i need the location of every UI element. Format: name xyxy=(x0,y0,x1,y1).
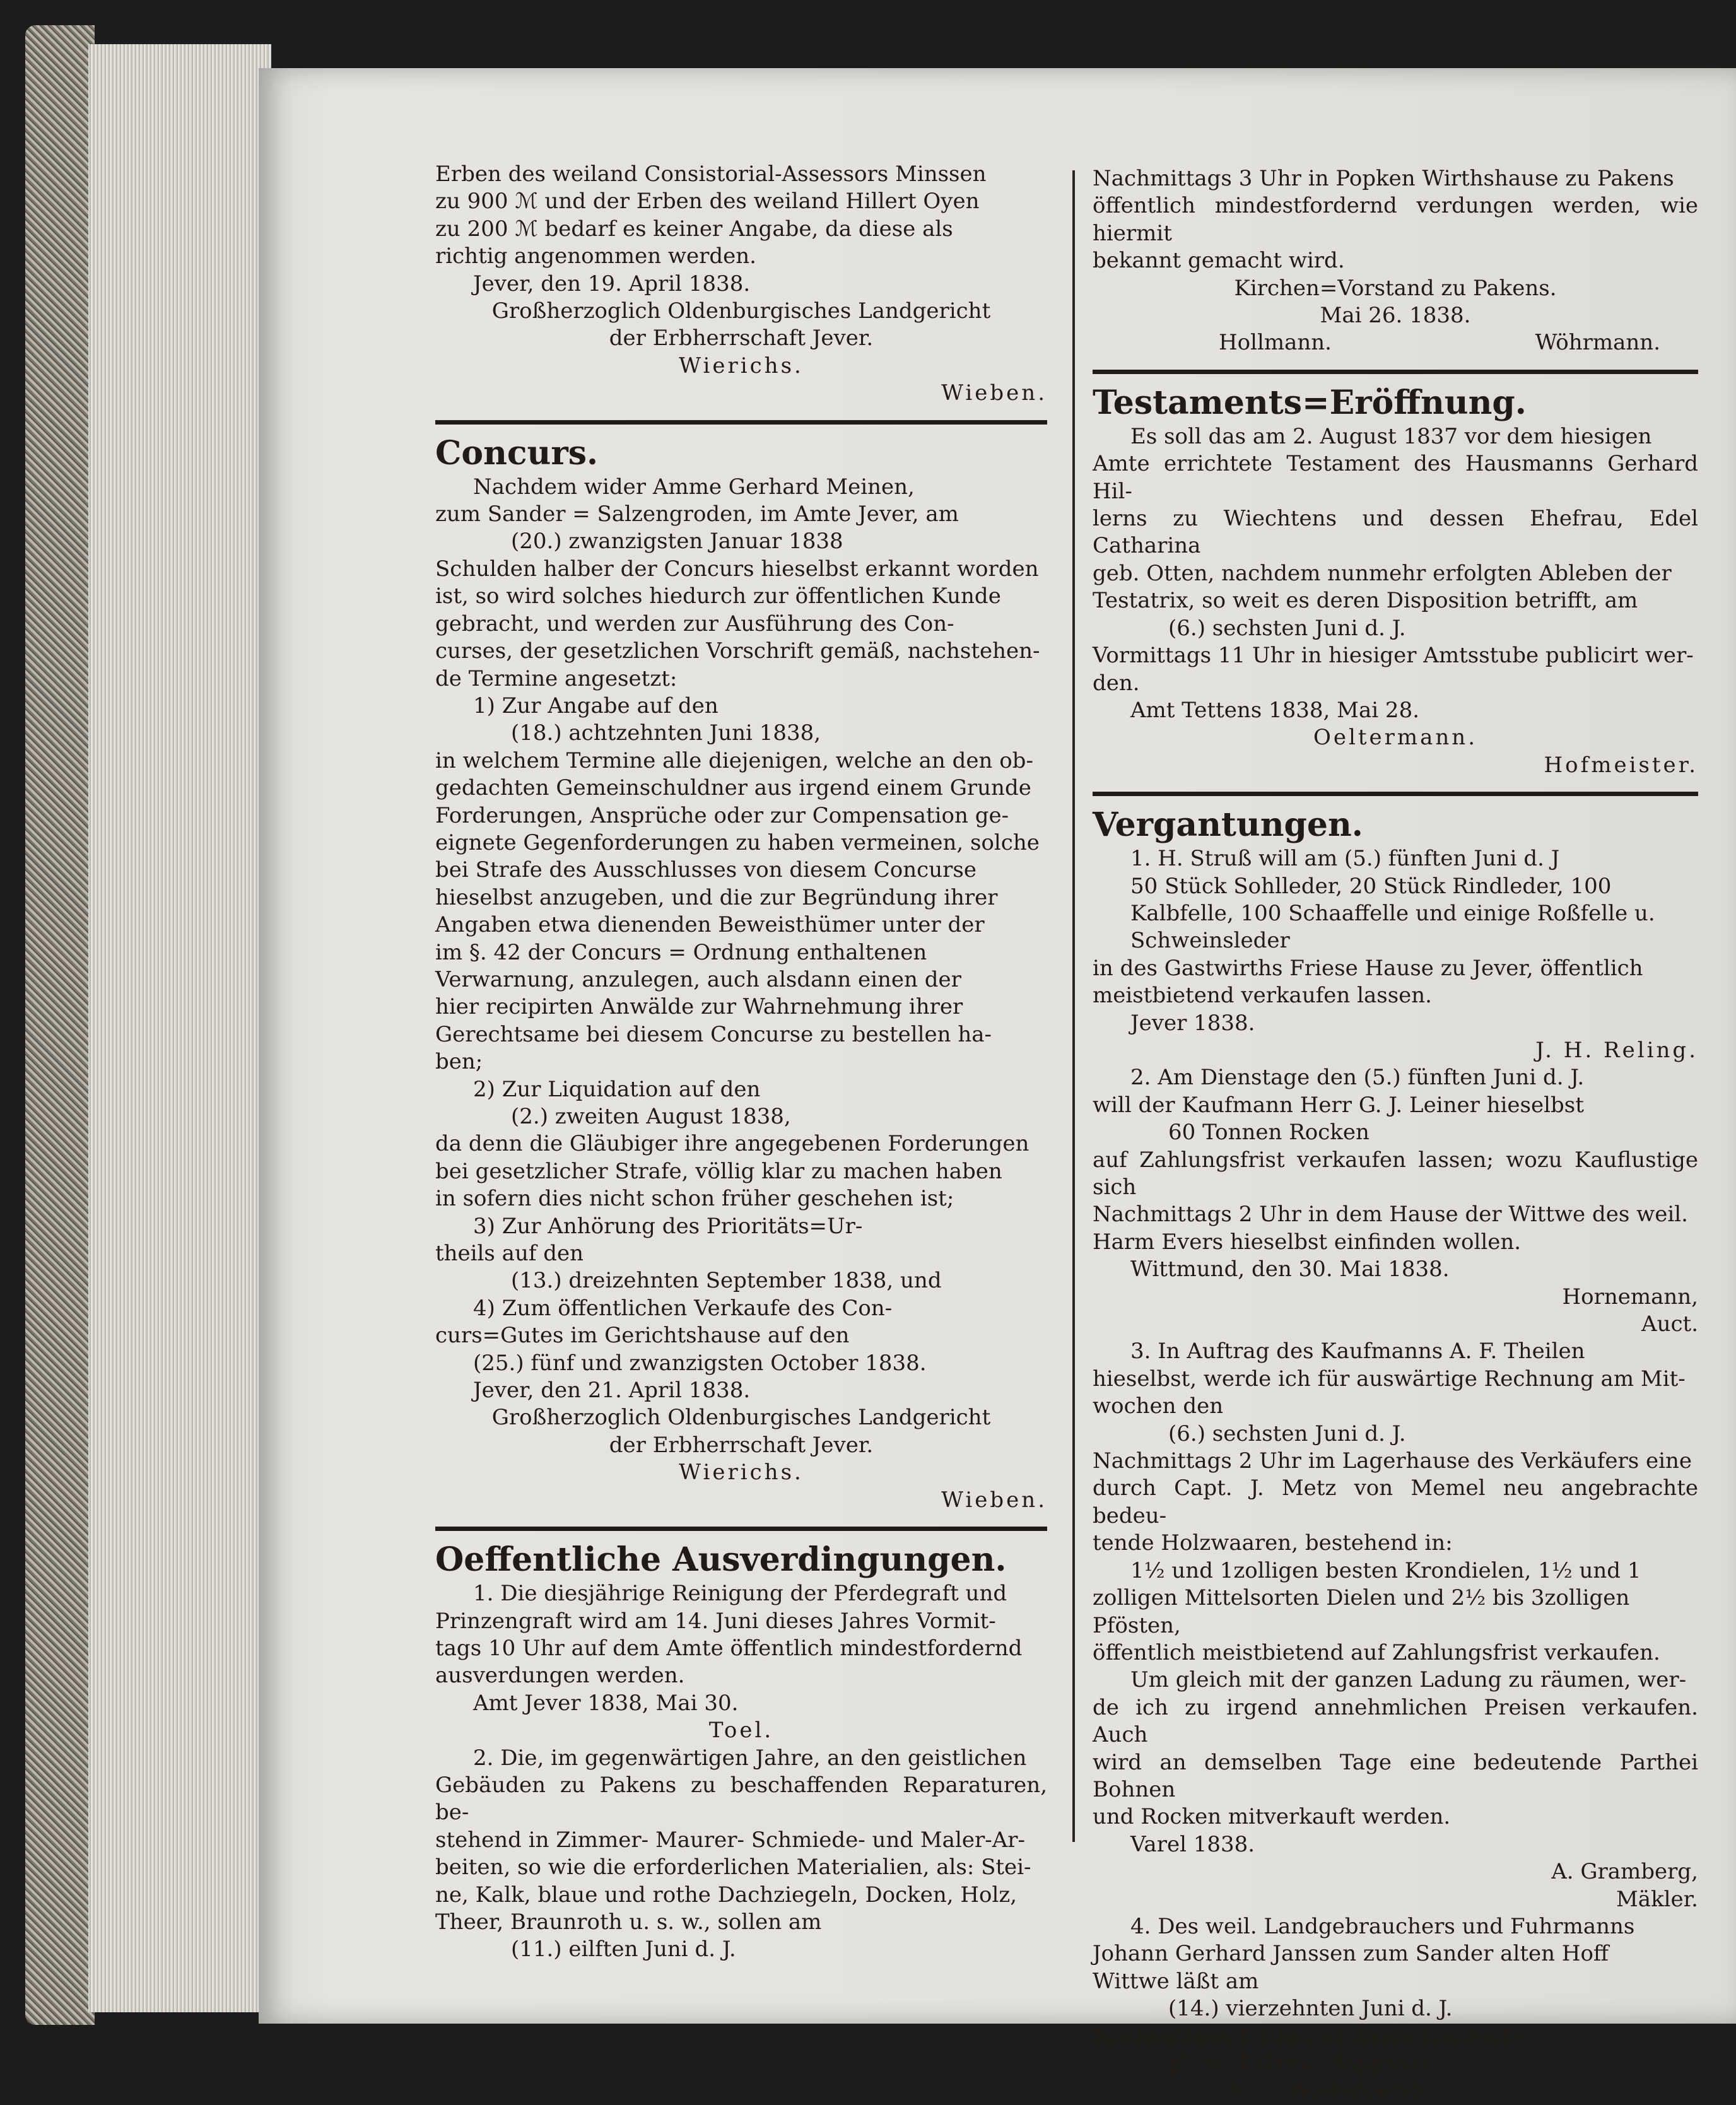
text-line: de ich zu irgend annehmlichen Preisen verkaufen. Auch xyxy=(1093,1694,1698,1748)
date-line: Wittmund, den 30. Mai 1838. xyxy=(1130,1257,1450,1282)
text-line: Forderungen, Ansprüche oder zur Compensation ge- xyxy=(435,802,1009,828)
text-line: beiten, so wie die erforderlichen Materialien, als: Stei- xyxy=(435,1855,1031,1880)
text-line: Pfösten, xyxy=(1093,1612,1181,1638)
text-line: 3) Zur Anhörung des Prioritäts=Ur- xyxy=(473,1213,863,1239)
date-line: Amt Tettens 1838, Mai 28. xyxy=(1130,697,1420,723)
court-line: Großherzoglich Oldenburgisches Landgericht xyxy=(491,1405,991,1431)
signature-row xyxy=(1093,329,1698,356)
text-line: zolligen Mittelsorten Dielen und 2½ bis 3zolligen xyxy=(1093,1585,1630,1611)
signature: Auct. xyxy=(1641,1311,1698,1337)
text-line: den. xyxy=(1093,670,1140,696)
text-line: im §. 42 der Concurs = Ordnung enthaltenen xyxy=(435,939,927,965)
signature: Hollmann. xyxy=(1219,330,1332,356)
section-heading: Vergantungen. xyxy=(1093,806,1363,845)
text-line: curses, der gesetzlichen Vorschrift gemäß, nachstehen- xyxy=(435,638,1040,664)
left-column xyxy=(435,161,1047,1964)
court-line: der Erbherrschaft Jever. xyxy=(609,1432,874,1458)
text-line: durch Capt. J. Metz von Memel neu angebrachte bedeu- xyxy=(1093,1475,1698,1528)
text-line: de Termine angesetzt: xyxy=(435,666,677,691)
text-line: Nachdem wider Amme Gerhard Meinen, xyxy=(473,474,915,500)
text-line: ist, so wird solches hiedurch zur öffentlichen Kunde xyxy=(435,583,1001,609)
text-line: pl. m. 4 Grase Rappsaat, xyxy=(1168,2051,1437,2076)
text-line: bei gesetzlicher Strafe, völlig klar zu machen haben xyxy=(435,1158,1002,1184)
text-line: (25.) fünf und zwanzigsten October 1838. xyxy=(473,1350,927,1376)
text-line: tende Holzwaaren, bestehend in: xyxy=(1093,1530,1453,1556)
text-line: 1. Die diesjährige Reinigung der Pferdegraft und xyxy=(473,1581,1007,1607)
text-line: zu 200 ℳ bedarf es keiner Angabe, da diese als xyxy=(435,216,953,242)
text-line: öffentlich mindestfordernd verdungen werden, wie hiermit xyxy=(1093,193,1698,246)
text-line: bekannt gemacht wird. xyxy=(1093,248,1345,274)
text-line: theils auf den xyxy=(435,1241,584,1267)
book-edge xyxy=(25,25,95,2025)
text-line: gedachten Gemeinschuldner aus irgend einem Grunde xyxy=(435,775,1031,801)
text-line: Kalbfelle, 100 Schaaffelle und einige Roßfelle u. xyxy=(1130,900,1655,926)
date-line: Amt Jever 1838, Mai 30. xyxy=(473,1690,739,1716)
text-line: Testatrix, so weit es deren Disposition betrifft, am xyxy=(1093,588,1638,614)
text-fragment: Wintergerste, xyxy=(1289,2078,1439,2104)
text-line: 2) Zur Liquidation auf den xyxy=(473,1076,761,1102)
text-line: hieselbst anzugeben, und die zur Begründung ihrer xyxy=(435,884,998,910)
date-line: Varel 1838. xyxy=(1130,1831,1255,1857)
text-line: curs=Gutes im Gerichtshause auf den xyxy=(435,1323,850,1349)
right-column xyxy=(1093,165,1698,2105)
signature: Oeltermann. xyxy=(1313,725,1478,751)
text-line: (13.) dreizehnten September 1838, und xyxy=(511,1268,942,1294)
text-line: ben; xyxy=(435,1049,483,1075)
text-line: und Rocken mitverkauft werden. xyxy=(1093,1804,1451,1830)
text-line: Vormittags 11 Uhr in hiesiger Amtsstube publicirt wer- xyxy=(1093,643,1694,669)
text-line: Verwarnung, anzulegen, auch alsdann einen der xyxy=(435,966,961,992)
text-line: 60 Tonnen Rocken xyxy=(1168,1120,1369,1146)
text-line: eignete Gegenforderungen zu haben vermeinen, solche xyxy=(435,830,1040,855)
text-line: ausverdungen werden. xyxy=(435,1663,685,1689)
text-line: 2. Am Dienstage den (5.) fünften Juni d. J. xyxy=(1130,1065,1585,1091)
text-line: richtig angenommen werden. xyxy=(435,243,756,269)
section-heading: Oeffentliche Ausverdingungen. xyxy=(435,1540,1007,1580)
text-line: in sofern dies nicht schon früher geschehen ist; xyxy=(435,1186,954,1212)
text-line: geb. Otten, nachdem nunmehr erfolgten Ableben der xyxy=(1093,560,1672,586)
signature: Hornemann, xyxy=(1562,1284,1698,1310)
text-line: (2.) zweiten August 1838, xyxy=(511,1104,791,1129)
text-line: Gebäuden zu Pakens zu beschaffenden Reparaturen, be- xyxy=(435,1772,1047,1826)
text-line: Wittwe läßt am xyxy=(1093,1968,1259,1994)
text-line: wochen den xyxy=(1093,1393,1224,1419)
text-line: in welchem Termine alle diejenigen, welche an den ob- xyxy=(435,748,1033,773)
text-line: Angaben etwa dienenden Beweisthümer unter der xyxy=(435,912,985,938)
text-line: Erben des weiland Consistorial-Assessors Minssen xyxy=(435,161,987,187)
text-line: zu 900 ℳ und der Erben des weiland Hillert Oyen xyxy=(435,189,980,214)
section-rule xyxy=(435,420,1047,425)
text-line: da denn die Gläubiger ihre angegebenen Forderungen xyxy=(435,1131,1029,1157)
text-line: Nachmittags 2 Uhr in dem Hause der Wittwe des weil. xyxy=(1093,1202,1688,1228)
signature: J. H. Reling. xyxy=(1535,1037,1698,1063)
text-line: Um gleich mit der ganzen Ladung zu räumen, wer- xyxy=(1130,1667,1687,1693)
text-line: wird an demselben Tage eine bedeutende Parthei Bohnen xyxy=(1093,1749,1698,1802)
text-line: auf Zahlungsfrist verkaufen lassen; wozu Kauflustige sich xyxy=(1093,1147,1698,1200)
signature: Toel. xyxy=(708,1718,774,1744)
text-line: Harm Evers hieselbst einfinden wollen. xyxy=(1093,1229,1522,1255)
text-line: (6.) sechsten Juni d. J. xyxy=(1168,1421,1406,1446)
text-line: (18.) achtzehnten Juni 1838, xyxy=(511,720,821,746)
date-line: Mai 26. 1838. xyxy=(1320,303,1471,329)
date-line: Jever 1838. xyxy=(1130,1010,1255,1036)
text-line: 3. In Auftrag des Kaufmanns A. F. Theilen xyxy=(1130,1339,1585,1364)
date-line: Jever, den 21. April 1838. xyxy=(473,1378,751,1404)
text-line: Amte errichtete Testament des Hausmanns Gerhard Hil- xyxy=(1093,451,1698,504)
signature: Hofmeister. xyxy=(1544,752,1698,778)
date-line: Jever, den 19. April 1838. xyxy=(473,271,751,296)
text-line: 50 Stück Sohlleder, 20 Stück Rindleder, 100 xyxy=(1130,873,1612,899)
text-line: 4) Zum öffentlichen Verkaufe des Con- xyxy=(473,1295,893,1321)
text-line: Gerechtsame bei diesem Concurse zu bestellen ha- xyxy=(435,1021,992,1047)
signature: A. Gramberg, xyxy=(1551,1859,1698,1885)
signature: Wierichs. xyxy=(679,1460,804,1486)
signature: Wierichs. xyxy=(679,353,804,378)
text-line: (6.) sechsten Juni d. J. xyxy=(1168,615,1406,641)
dash-line xyxy=(1093,2077,1698,2104)
section-rule xyxy=(435,1527,1047,1531)
text-line: bei Strafe des Ausschlusses von diesem Concurse xyxy=(435,857,976,883)
text-line: ne, Kalk, blaue und rothe Dachziegeln, Docken, Holz, xyxy=(435,1882,1018,1908)
text-line: Nachmittags 3 Uhr in Popken Wirthshause zu Pakens xyxy=(1093,166,1674,191)
text-line: hier recipirten Anwälde zur Wahrnehmung ihrer xyxy=(435,994,963,1020)
text-line: zum Sander = Salzengroden, im Amte Jever, am xyxy=(435,501,959,527)
text-line: (11.) eilften Juni d. J. xyxy=(511,1937,736,1962)
text-line: Nachmittags 2 Uhr im Lagerhause des Verkäufers eine xyxy=(1093,1448,1692,1474)
text-line: hieselbst, werde ich für auswärtige Rechnung am Mit- xyxy=(1093,1366,1686,1392)
text-line: Schweinsleder xyxy=(1130,928,1290,954)
text-line: 1. H. Struß will am (5.) fünften Juni d. J xyxy=(1130,846,1560,872)
court-line: Großherzoglich Oldenburgisches Landgericht xyxy=(491,298,991,324)
page-stack xyxy=(88,44,271,2012)
section-rule xyxy=(1093,792,1698,796)
text-fragment: — 4 — xyxy=(1200,2078,1270,2104)
text-line: Schulden halber der Concurs hieselbst erkannt worden xyxy=(435,556,1039,582)
court-line: der Erbherrschaft Jever. xyxy=(609,325,874,351)
text-line: gebracht, und werden zur Ausführung des Con- xyxy=(435,611,954,636)
signature: Mäkler. xyxy=(1616,1886,1698,1912)
text-line: lerns zu Wiechtens und dessen Ehefrau, Edel Catharina xyxy=(1093,506,1698,559)
signature: Wieben. xyxy=(941,380,1047,406)
text-line: in des Gastwirths Friese Hause zu Jever, öffentlich xyxy=(1093,955,1643,981)
text-line: (14.) vierzehnten Juni d. J. xyxy=(1168,1996,1453,2022)
column-divider xyxy=(1072,170,1075,1842)
text-line: stehend in Zimmer- Maurer- Schmiede- und Maler-Ar- xyxy=(435,1827,1025,1853)
text-line: tags 10 Uhr auf dem Amte öffentlich mindestfordernd xyxy=(435,1635,1023,1661)
section-rule xyxy=(1093,370,1698,374)
section-heading: Testaments=Eröffnung. xyxy=(1093,383,1527,422)
text-line: öffentlich meistbietend auf Zahlungsfrist verkaufen. xyxy=(1093,1639,1660,1665)
text-line: 2. Die, im gegenwärtigen Jahre, an den geistlichen xyxy=(473,1745,1027,1771)
signature: Kirchen=Vorstand zu Pakens. xyxy=(1234,275,1557,301)
text-line: meistbietend verkaufen lassen. xyxy=(1093,983,1432,1009)
text-line: (20.) zwanzigsten Januar 1838 xyxy=(511,529,843,554)
text-line: 1) Zur Angabe auf den xyxy=(473,693,718,718)
signature: Wöhrmann. xyxy=(1535,330,1660,356)
text-line: will der Kaufmann Herr G. J. Leiner hieselbst xyxy=(1093,1092,1584,1118)
text-line: Prinzengraft wird am 14. Juni dieses Jahres Vormit- xyxy=(435,1608,996,1634)
text-line: Nachmittags 1 Uhr auf ihrem Landgute xyxy=(1093,2023,1524,2049)
text-line: 4. Des weil. Landgebrauchers und Fuhrmanns xyxy=(1130,1913,1635,1939)
text-line: Es soll das am 2. August 1837 vor dem hiesigen xyxy=(1130,423,1652,449)
text-line: Johann Gerhard Janssen zum Sander alten Hoff xyxy=(1093,1941,1609,1967)
text-line: 1½ und 1zolligen besten Krondielen, 1½ und 1 xyxy=(1130,1557,1641,1583)
section-heading: Concurs. xyxy=(435,433,599,472)
text-line: Theer, Braunroth u. s. w., sollen am xyxy=(435,1909,822,1935)
signature: Wieben. xyxy=(941,1487,1047,1513)
